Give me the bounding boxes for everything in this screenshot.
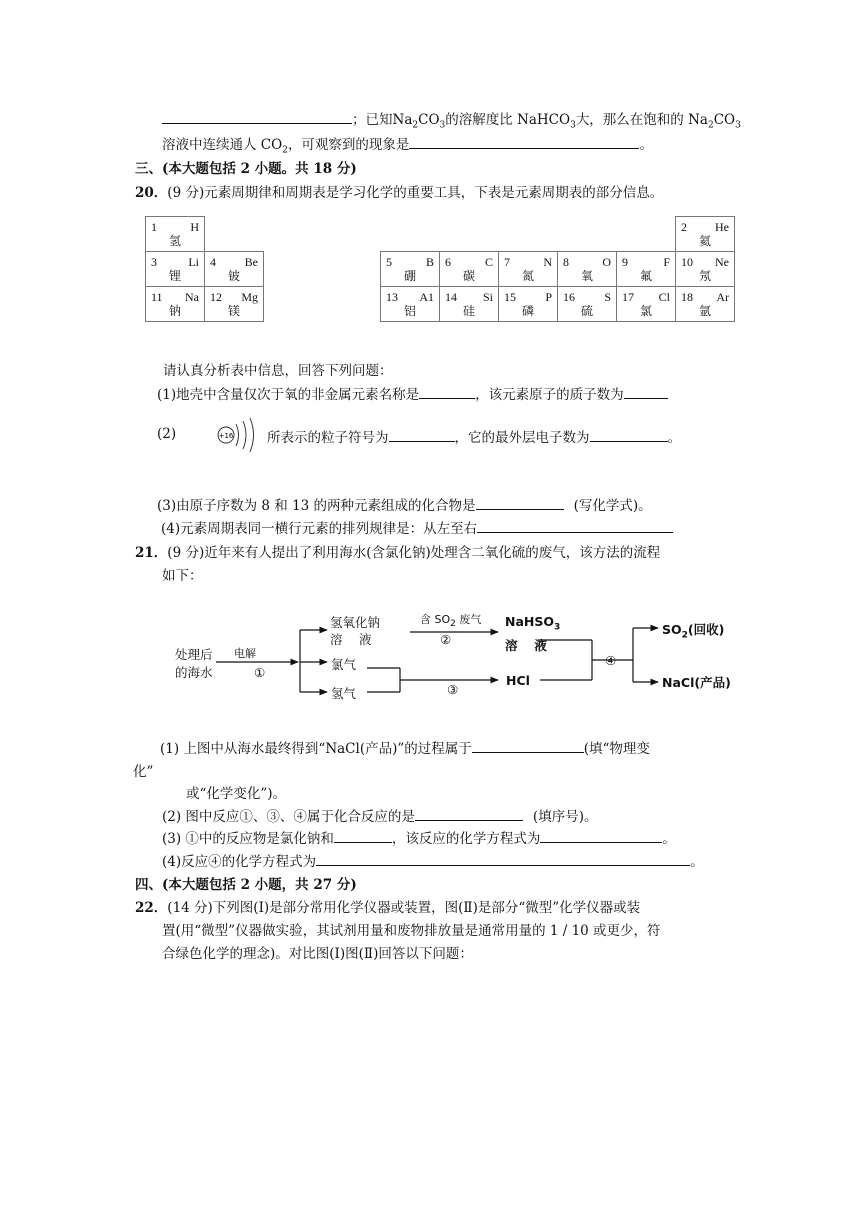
q19-line2: 溶液中连续通人 $CO_2$，可观察到的现象是 。 xyxy=(162,133,653,156)
element-cell-be: 4 Be 铍 xyxy=(205,252,264,287)
flow-step-2: ② xyxy=(440,632,452,647)
element-cell-n: 7 N 氮 xyxy=(499,252,558,287)
q20-stem: 20．(9 分)元素周期律和周期表是学习化学的重要工具，下表是元素周期表的部分信息。 xyxy=(135,185,664,201)
answer-blank[interactable] xyxy=(389,427,455,442)
element-cell-ne: 10 Ne 氖 xyxy=(676,252,735,287)
element-cell-p: 15 P 磷 xyxy=(499,287,558,322)
q20-part4: (4)元素周期表同一横行元素的排列规律是：从左至右 xyxy=(161,517,673,537)
answer-blank[interactable] xyxy=(316,851,690,866)
q21-part4: (4)反应④的化学方程式为 。 xyxy=(162,850,704,870)
section-3-title: 三、(本大题包括 2 小题。共 18 分) xyxy=(135,161,357,177)
flow-step-4: ④ xyxy=(605,653,617,668)
element-cell-mg: 12 Mg 镁 xyxy=(205,287,264,322)
flow-nacl-product: NaCl(产品) xyxy=(662,675,731,690)
q21-part1-cont2: 或“化学变化”)。 xyxy=(186,786,287,802)
answer-blank[interactable] xyxy=(419,384,475,399)
q21-stem-2: 如下： xyxy=(162,568,203,584)
q20-part2: 所表示的粒子符号为 ，它的最外层电子数为 。 xyxy=(267,426,681,446)
q22-line1: 22．(14 分)下列图(Ⅰ)是部分常用化学仪器或装置，图(Ⅱ)是部分“微型”化学仪器或装 xyxy=(135,900,641,916)
element-cell-o: 8 O 氧 xyxy=(558,252,617,287)
flow-electrolysis-label: 电解 xyxy=(234,647,256,660)
answer-blank[interactable] xyxy=(476,495,564,510)
q21-part1: (1) 上图中从海水最终得到“NaCl(产品)”的过程属于 (填“物理变 xyxy=(160,737,650,757)
flow-chlorine: 氯气 xyxy=(331,657,357,672)
q21-part1-cont: 化” xyxy=(133,764,154,780)
flow-hcl: HCl xyxy=(506,673,530,688)
nucleus-charge: +16 xyxy=(218,432,234,440)
element-cell-ar: 18 Ar 氩 xyxy=(676,287,735,322)
answer-blank[interactable] xyxy=(477,518,673,533)
element-cell-na: 11 Na 钠 xyxy=(146,287,205,322)
q20-part3: (3)由原子序数为 8 和 13 的两种元素组成的化合物是 (写化学式)。 xyxy=(157,494,652,514)
q22-line3: 合绿色化学的理念)。对比图(Ⅰ)图(Ⅱ)回答以下问题： xyxy=(162,946,473,962)
answer-blank[interactable] xyxy=(472,738,584,753)
answer-blank[interactable] xyxy=(624,384,668,399)
element-cell-he: 2 He 氦 xyxy=(676,217,735,252)
q21-part3: (3) ①中的反应物是氯化钠和 ，该反应的化学方程式为 。 xyxy=(162,827,676,847)
flow-hydrogen: 氢气 xyxy=(331,686,357,701)
section-4-title: 四、(本大题包括 2 小题，共 27 分) xyxy=(135,877,357,893)
flow-nahso3-solution: NaHSO$_3$ 溶 液 xyxy=(505,614,561,653)
element-cell-si: 14 Si 硅 xyxy=(440,287,499,322)
q20-part2-num: (2) xyxy=(157,426,177,442)
answer-blank[interactable] xyxy=(415,806,523,821)
element-cell-f: 9 F 氟 xyxy=(617,252,676,287)
answer-blank[interactable] xyxy=(162,109,352,124)
answer-blank[interactable] xyxy=(590,427,668,442)
element-cell-cl: 17 Cl 氯 xyxy=(617,287,676,322)
answer-blank[interactable] xyxy=(334,828,392,843)
flow-step-1: ① xyxy=(254,665,266,680)
flow-so2-recovered: $SO_2$(回收) xyxy=(662,622,725,641)
q21-part2: (2) 图中反应①、③、④属于化合反应的是 (填序号)。 xyxy=(162,805,597,825)
periodic-table xyxy=(145,216,735,322)
flow-so2-gas-label: 含 $SO_2$ 废气 xyxy=(420,613,482,630)
element-cell-li: 3 Li 锂 xyxy=(146,252,205,287)
q20-part1: (1)地壳中含量仅次于氧的非金属元素名称是 ，该元素原子的质子数为 xyxy=(157,383,668,403)
flow-step-3: ③ xyxy=(447,682,459,697)
element-cell-b: 5 B 硼 xyxy=(381,252,440,287)
element-cell-c: 6 C 碳 xyxy=(440,252,499,287)
element-cell-al: 13 A1 铝 xyxy=(381,287,440,322)
element-cell-s: 16 S 硫 xyxy=(558,287,617,322)
q20-intro: 请认真分析表中信息，回答下列问题： xyxy=(163,363,393,379)
flow-seawater: 处理后 的海水 xyxy=(175,647,213,680)
atomic-structure-diagram xyxy=(212,415,262,455)
q22-line2: 置(用“微型”仪器做实验，其试剂用量和废物排放量是通常用量的 1 / 10 或更少，符 xyxy=(162,923,661,939)
q19-line1: ；已知$Na_2CO_3$的溶解度比 NaHCO$_3$大，那么在饱和的 $Na_2CO_3$ xyxy=(162,108,741,131)
answer-blank[interactable] xyxy=(540,828,662,843)
q21-stem-1: 21．(9 分)近年来有人提出了利用海水(含氯化钠)处理含二氧化硫的废气，该方法的流程 xyxy=(135,545,661,561)
answer-blank[interactable] xyxy=(409,134,639,149)
flow-naoh-solution: 氢氧化钠 溶 液 xyxy=(330,615,381,647)
element-cell-h: 1 H 氢 xyxy=(146,217,205,252)
